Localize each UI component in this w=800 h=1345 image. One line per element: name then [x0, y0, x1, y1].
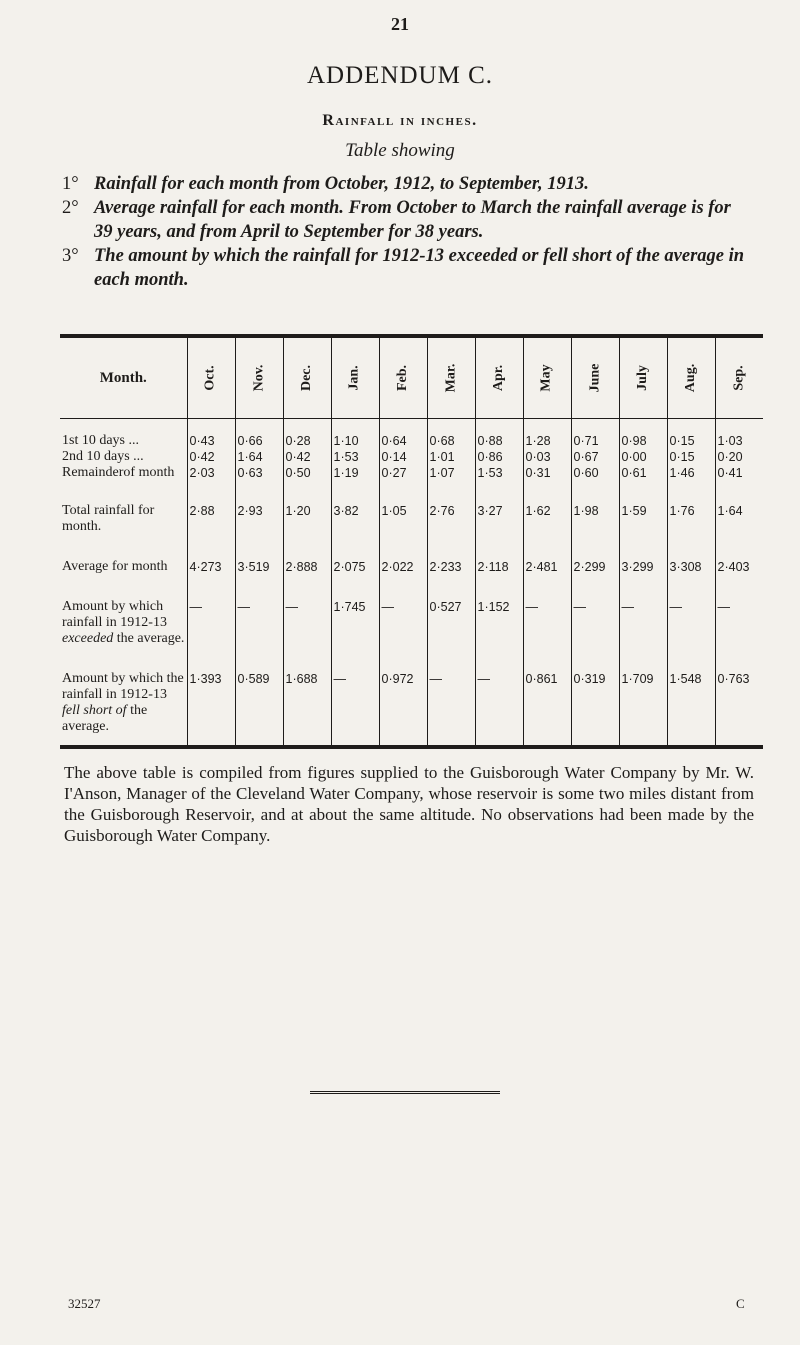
average-value: 2·299: [571, 545, 619, 585]
average-value: 3·519: [235, 545, 283, 585]
table-cell: [331, 419, 379, 490]
average-value: 2·233: [427, 545, 475, 585]
short-value: —: [427, 657, 475, 747]
page-subtitle: Rainfall in inches.: [322, 112, 478, 129]
first10-value: 0·64: [381, 434, 407, 448]
first10-value: 0·98: [621, 434, 647, 448]
label-emphasis: exceeded: [62, 631, 114, 646]
exceeded-value: —: [523, 585, 571, 657]
average-value: 2·022: [379, 545, 427, 585]
table-cell: [523, 419, 571, 490]
exceeded-value: —: [619, 585, 667, 657]
second10-value: 0·67: [573, 450, 599, 464]
remainder-value: 0·63: [237, 466, 263, 480]
short-value: 1·393: [187, 657, 235, 747]
column-header: [715, 336, 763, 419]
column-header: [523, 336, 571, 419]
column-header-label: Jan.: [346, 365, 362, 391]
second10-value: 0·86: [477, 450, 503, 464]
row-label-second-10: 2nd 10 days ...: [62, 449, 144, 464]
point-item: [62, 196, 752, 244]
table-row-exceeded: [60, 585, 763, 657]
total-value: 1·98: [571, 489, 619, 545]
total-value: 1·20: [283, 489, 331, 545]
table-cell: [283, 419, 331, 490]
second10-value: 1·64: [237, 450, 263, 464]
remainder-value: 0·60: [573, 466, 599, 480]
exceeded-value: 1·152: [475, 585, 523, 657]
point-text: Rainfall for each month from October, 1912, to September, 1913.: [94, 174, 589, 194]
column-header: [571, 336, 619, 419]
row-label-short: [60, 657, 187, 747]
remainder-value: 0·27: [381, 466, 407, 480]
remainder-value: 1·53: [477, 466, 503, 480]
table-cell: [715, 419, 763, 490]
label-part: Amount by which rainfall in 1912-13: [62, 599, 167, 630]
exceeded-value: 0·527: [427, 585, 475, 657]
second10-value: 0·42: [189, 450, 215, 464]
first10-value: 0·88: [477, 434, 503, 448]
first10-value: 1·03: [717, 434, 743, 448]
table-cell: [427, 419, 475, 490]
total-value: 2·93: [235, 489, 283, 545]
table-row-average: [60, 545, 763, 585]
exceeded-value: —: [283, 585, 331, 657]
column-header: [619, 336, 667, 419]
month-header: Month.: [99, 369, 147, 386]
exceeded-value: —: [235, 585, 283, 657]
short-value: 0·972: [379, 657, 427, 747]
exceeded-value: —: [667, 585, 715, 657]
short-value: —: [331, 657, 379, 747]
second10-value: 0·42: [285, 450, 311, 464]
print-signature: 32527: [68, 1296, 101, 1311]
row-label-remainder: Remainderof month: [62, 465, 175, 480]
column-header-label: June: [586, 363, 602, 393]
first10-value: 1·10: [333, 434, 359, 448]
remainder-value: 0·41: [717, 466, 743, 480]
label-part: Amount by which the rainfall in 1912-13: [62, 671, 184, 702]
total-value: 1·62: [523, 489, 571, 545]
column-header: [475, 336, 523, 419]
point-number: 2°: [62, 198, 79, 218]
exceeded-value: —: [571, 585, 619, 657]
page-number: 21: [391, 14, 409, 34]
average-value: 2·118: [475, 545, 523, 585]
column-header: [283, 336, 331, 419]
first10-value: 0·15: [669, 434, 695, 448]
table-cell: [235, 419, 283, 490]
total-value: 1·76: [667, 489, 715, 545]
second10-value: 0·20: [717, 450, 743, 464]
short-value: 1·548: [667, 657, 715, 747]
remainder-value: 1·46: [669, 466, 695, 480]
table-header-row: [60, 336, 763, 419]
short-value: —: [475, 657, 523, 747]
column-header: [187, 336, 235, 419]
exceeded-value: —: [379, 585, 427, 657]
average-value: 3·308: [667, 545, 715, 585]
column-header: [427, 336, 475, 419]
column-header-label: Sep.: [731, 365, 747, 391]
total-value: 2·88: [187, 489, 235, 545]
exceeded-value: —: [187, 585, 235, 657]
column-header: [331, 336, 379, 419]
column-header-label: Oct.: [202, 365, 218, 391]
second10-value: 1·53: [333, 450, 359, 464]
total-value: 1·59: [619, 489, 667, 545]
row-label-exceeded: [60, 585, 187, 657]
short-value: 0·589: [235, 657, 283, 747]
short-value: 1·709: [619, 657, 667, 747]
total-value: 3·82: [331, 489, 379, 545]
point-number: 1°: [62, 174, 79, 194]
table-cell: [187, 419, 235, 490]
table-row-daily: [60, 419, 763, 490]
table-cell: [571, 419, 619, 490]
first10-value: 0·71: [573, 434, 599, 448]
point-item: [62, 244, 752, 292]
point-text: Average rainfall for each month. From October to March the rainfall average is for 39 years, and from April to September for 38 years.: [94, 198, 731, 242]
remainder-value: 2·03: [189, 466, 215, 480]
table-row-total: [60, 489, 763, 545]
second10-value: 0·00: [621, 450, 647, 464]
table-cell: [475, 419, 523, 490]
point-text: The amount by which the rainfall for 1912-13 exceeded or fell short of the average in each month.: [94, 246, 745, 290]
page-title: ADDENDUM C.: [307, 62, 493, 89]
average-value: 3·299: [619, 545, 667, 585]
row-label-average: Average for month: [62, 559, 168, 574]
column-header-label: Dec.: [298, 364, 314, 392]
label-part: the average.: [62, 703, 148, 734]
total-value: 2·76: [427, 489, 475, 545]
footer-note: The above table is compiled from figures supplied to the Guisborough Water Company by Mr. W. I'Anson, Manager of the Cleveland Water Company, whose reservoir is some two miles distant from the Guisborough Reservoir, and at about the same altitude. No observations had been made by the Guisborough Water Company.: [64, 763, 754, 845]
column-header-label: July: [635, 365, 650, 391]
average-value: 2·403: [715, 545, 763, 585]
table-cell: [667, 419, 715, 490]
average-value: 4·273: [187, 545, 235, 585]
remainder-value: 0·31: [525, 466, 551, 480]
remainder-value: 0·61: [621, 466, 647, 480]
table-row-short: [60, 657, 763, 747]
second10-value: 0·14: [381, 450, 407, 464]
points-list: [62, 172, 752, 292]
first10-value: 1·28: [525, 434, 551, 448]
second10-value: 0·15: [669, 450, 695, 464]
average-value: 2·075: [331, 545, 379, 585]
print-signature-letter: C: [736, 1296, 745, 1311]
remainder-value: 0·50: [285, 466, 311, 480]
rainfall-table-wrap: [60, 334, 763, 749]
row-label-first-10: 1st 10 days ...: [62, 433, 139, 448]
table-cell: [619, 419, 667, 490]
exceeded-value: —: [715, 585, 763, 657]
average-value: 2·888: [283, 545, 331, 585]
point-number: 3°: [62, 246, 79, 266]
column-header-label: May: [539, 364, 554, 392]
second10-value: 1·01: [429, 450, 455, 464]
column-header: [667, 336, 715, 419]
column-header-label: Aug.: [683, 363, 698, 393]
divider-rule: [310, 1091, 500, 1094]
table-cell: [379, 419, 427, 490]
short-value: 0·763: [715, 657, 763, 747]
first10-value: 0·28: [285, 434, 311, 448]
average-value: 2·481: [523, 545, 571, 585]
column-header-label: Mar.: [443, 363, 458, 393]
table-caption: Table showing: [345, 140, 455, 161]
column-header-label: Apr.: [490, 364, 506, 392]
daily-labels-cell: [60, 419, 187, 490]
first10-value: 0·43: [189, 434, 215, 448]
total-value: 3·27: [475, 489, 523, 545]
short-value: 1·688: [283, 657, 331, 747]
first10-value: 0·66: [237, 434, 263, 448]
point-item: [62, 172, 752, 196]
row-label-total: Total rainfall for month.: [62, 503, 155, 534]
column-header: [235, 336, 283, 419]
column-header: [379, 336, 427, 419]
remainder-value: 1·19: [333, 466, 359, 480]
column-header-label: Feb.: [395, 364, 410, 392]
total-value: 1·64: [715, 489, 763, 545]
short-value: 0·861: [523, 657, 571, 747]
rainfall-table: [60, 334, 763, 749]
first10-value: 0·68: [429, 434, 455, 448]
second10-value: 0·03: [525, 450, 551, 464]
label-part: the average.: [116, 631, 185, 646]
label-emphasis: fell short of: [62, 703, 127, 718]
column-header-label: Nov.: [251, 364, 266, 392]
short-value: 0·319: [571, 657, 619, 747]
exceeded-value: 1·745: [331, 585, 379, 657]
remainder-value: 1·07: [429, 466, 455, 480]
total-value: 1·05: [379, 489, 427, 545]
